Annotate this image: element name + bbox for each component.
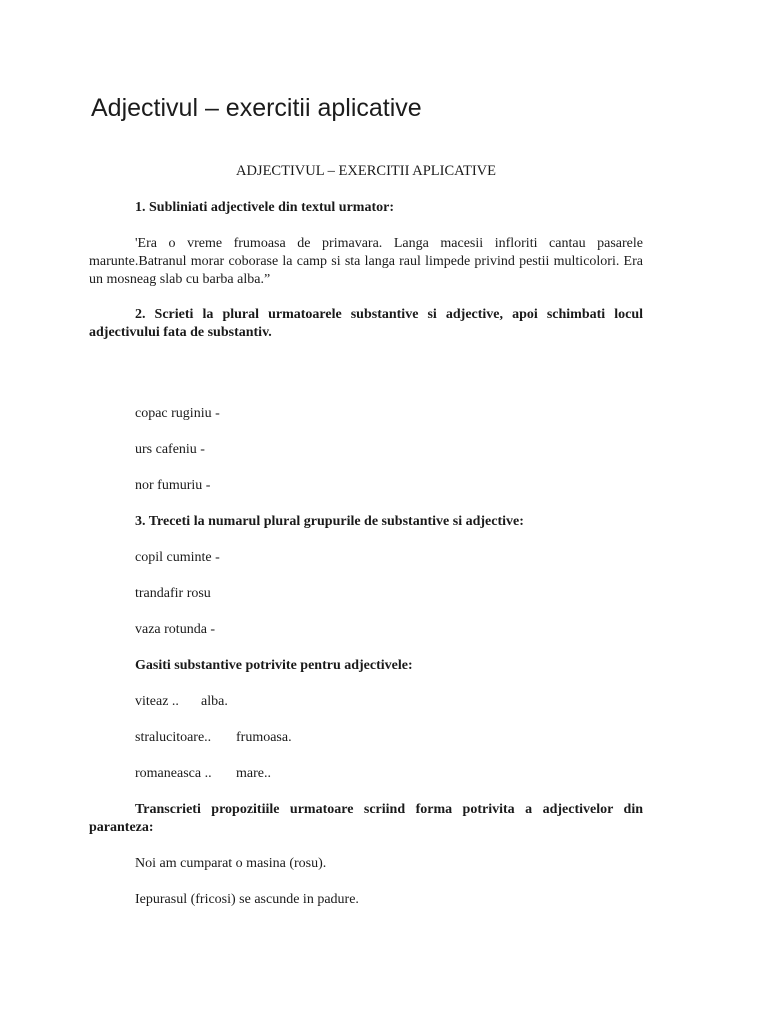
exercise-3-item: trandafir rosu bbox=[135, 586, 211, 601]
exercise-2-item: urs cafeniu - bbox=[135, 442, 205, 457]
worksheet-heading: ADJECTIVUL – EXERCITII APLICATIVE bbox=[235, 163, 497, 179]
exercise-3-item: copil cuminte - bbox=[135, 550, 220, 565]
pair-second: mare.. bbox=[236, 766, 271, 781]
exercise-4-prompt: Gasiti substantive potrivite pentru adjectivele: bbox=[135, 658, 413, 673]
document-title: Adjectivul – exercitii aplicative bbox=[91, 94, 422, 122]
exercise-5-prompt: Transcrieti propozitiile urmatoare scriind forma potrivita a adjectivelor din paranteza: bbox=[89, 802, 643, 835]
exercise-2-item: nor fumuriu - bbox=[135, 478, 211, 493]
exercise-4-pair bbox=[135, 693, 228, 711]
exercise-2-item: copac ruginiu - bbox=[135, 406, 220, 421]
exercise-5-item: Iepurasul (fricosi) se ascunde in padure. bbox=[135, 892, 359, 907]
exercise-3-item: vaza rotunda - bbox=[135, 622, 216, 637]
exercise-1-text: 'Era o vreme frumoasa de primavara. Langa macesii infloriti cantau pasarele marunte.Batranul morar coborase la camp si sta langa raul limpede privind pestii multicolori. Era un mosneag slab cu barba alba.” bbox=[89, 236, 643, 287]
exercise-3-prompt: 3. Treceti la numarul plural grupurile de substantive si adjective: bbox=[135, 514, 524, 529]
exercise-1-prompt: 1. Subliniati adjectivele din textul urmator: bbox=[135, 200, 394, 215]
exercise-4-pair bbox=[135, 729, 292, 747]
exercise-2-prompt: 2. Scrieti la plural urmatoarele substantive si adjective, apoi schimbati locul adjectivului fata de substantiv. bbox=[89, 307, 643, 340]
pair-first: viteaz .. bbox=[135, 694, 179, 709]
pair-first: romaneasca .. bbox=[135, 766, 212, 781]
pair-second: frumoasa. bbox=[236, 730, 292, 745]
exercise-5-item: Noi am cumparat o masina (rosu). bbox=[135, 856, 327, 871]
exercise-4-pair bbox=[135, 765, 271, 783]
pair-second: alba. bbox=[201, 694, 228, 709]
pair-first: stralucitoare.. bbox=[135, 730, 212, 745]
